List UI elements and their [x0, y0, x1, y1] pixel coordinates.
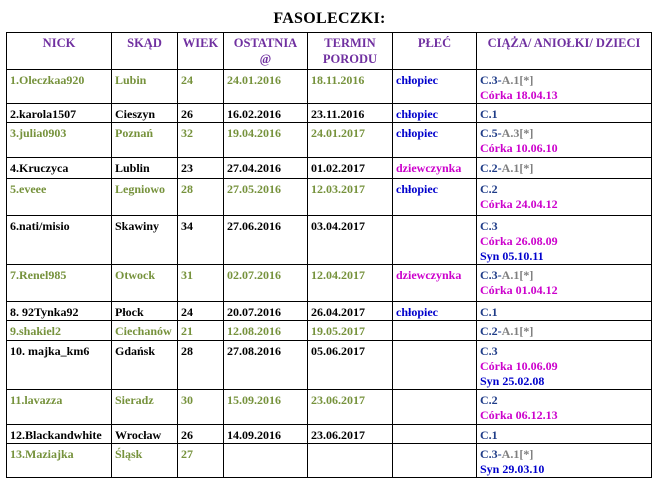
cell-ciaza	[477, 341, 652, 390]
ciaza-line	[480, 126, 648, 141]
cell-plec	[393, 321, 477, 341]
cell-nick: 7.Renel985	[7, 265, 112, 302]
child-son: Syn 05.10.11	[480, 249, 544, 263]
cell-wiek: 34	[178, 216, 224, 265]
cell-ostatnia: 27.04.2016	[224, 158, 308, 179]
cell-ciaza	[477, 104, 652, 123]
cell-wiek: 23	[178, 158, 224, 179]
cell-sklad: Lubin	[112, 70, 178, 104]
table-row	[7, 444, 652, 478]
cell-plec: chłopiec	[393, 123, 477, 158]
aniolki-count: A.1[*]	[501, 268, 534, 282]
ciaza-count: C.2	[480, 182, 498, 196]
ciaza-line	[480, 305, 648, 320]
cell-wiek: 32	[178, 123, 224, 158]
members-table	[6, 32, 652, 478]
cell-plec	[393, 444, 477, 478]
cell-ostatnia: 19.04.2016	[224, 123, 308, 158]
cell-plec: chłopiec	[393, 302, 477, 321]
child-daughter: Córka 10.06.10	[480, 141, 558, 155]
table-row	[7, 390, 652, 425]
child-daughter: Córka 06.12.13	[480, 408, 558, 422]
cell-ciaza	[477, 123, 652, 158]
table-row	[7, 158, 652, 179]
aniolki-count: A.1[*]	[501, 161, 534, 175]
cell-wiek: 30	[178, 390, 224, 425]
ciaza-line	[480, 393, 648, 408]
cell-nick: 4.Kruczyca	[7, 158, 112, 179]
ciaza-line	[480, 107, 648, 122]
table-row	[7, 321, 652, 341]
ciaza-line	[480, 344, 648, 359]
cell-ciaza	[477, 70, 652, 104]
header-termin: TERMIN PORODU	[308, 33, 393, 70]
cell-termin: 12.03.2017	[308, 179, 393, 216]
cell-sklad: Gdańsk	[112, 341, 178, 390]
cell-sklad: Wrocław	[112, 425, 178, 444]
ciaza-count: C.2	[480, 393, 498, 407]
aniolki-count: A.1[*]	[501, 73, 534, 87]
ciaza-count: C.1	[480, 107, 498, 121]
cell-sklad: Śląsk	[112, 444, 178, 478]
cell-termin: 23.06.2017	[308, 425, 393, 444]
ciaza-line	[480, 182, 648, 197]
cell-ciaza	[477, 302, 652, 321]
cell-sklad: Skawiny	[112, 216, 178, 265]
header-wiek: WIEK	[178, 33, 224, 70]
ciaza-count: C.3-	[480, 73, 502, 87]
cell-sklad: Płock	[112, 302, 178, 321]
cell-plec	[393, 341, 477, 390]
cell-ciaza	[477, 158, 652, 179]
cell-ciaza	[477, 179, 652, 216]
cell-sklad: Cieszyn	[112, 104, 178, 123]
cell-wiek: 28	[178, 341, 224, 390]
child-son: Syn 29.03.10	[480, 462, 545, 476]
cell-ostatnia: 24.01.2016	[224, 70, 308, 104]
ciaza-count: C.3	[480, 344, 498, 358]
cell-ostatnia: 12.08.2016	[224, 321, 308, 341]
cell-ostatnia: 27.06.2016	[224, 216, 308, 265]
cell-nick: 6.nati/misio	[7, 216, 112, 265]
cell-termin: 03.04.2017	[308, 216, 393, 265]
ciaza-count: C.1	[480, 305, 498, 319]
header-ostatnia: OSTATNIA @	[224, 33, 308, 70]
child-daughter: Córka 24.04.12	[480, 197, 558, 211]
cell-ciaza	[477, 265, 652, 302]
table-row	[7, 179, 652, 216]
cell-nick: 3.julia0903	[7, 123, 112, 158]
cell-sklad: Poznań	[112, 123, 178, 158]
table-row	[7, 265, 652, 302]
cell-wiek: 24	[178, 70, 224, 104]
cell-termin: 01.02.2017	[308, 158, 393, 179]
cell-plec: dziewczynka	[393, 265, 477, 302]
cell-nick: 5.eveee	[7, 179, 112, 216]
cell-wiek: 24	[178, 302, 224, 321]
cell-wiek: 27	[178, 444, 224, 478]
cell-ciaza	[477, 216, 652, 265]
cell-wiek: 21	[178, 321, 224, 341]
cell-termin	[308, 444, 393, 478]
cell-termin: 23.06.2017	[308, 390, 393, 425]
cell-nick: 9.shakiel2	[7, 321, 112, 341]
ciaza-line	[480, 447, 648, 462]
cell-plec: chłopiec	[393, 70, 477, 104]
ciaza-count: C.3-	[480, 447, 502, 461]
cell-ostatnia: 14.09.2016	[224, 425, 308, 444]
cell-ostatnia: 27.08.2016	[224, 341, 308, 390]
ciaza-count: C.5-	[480, 126, 502, 140]
cell-ostatnia	[224, 444, 308, 478]
table-row	[7, 70, 652, 104]
header-plec: PŁEĆ	[393, 33, 477, 70]
cell-plec	[393, 425, 477, 444]
cell-wiek: 28	[178, 179, 224, 216]
child-son: Syn 25.02.08	[480, 374, 545, 388]
ciaza-count: C.3	[480, 219, 498, 233]
cell-plec: dziewczynka	[393, 158, 477, 179]
ciaza-line	[480, 268, 648, 283]
table-row	[7, 104, 652, 123]
ciaza-count: C.3-	[480, 268, 502, 282]
cell-termin: 19.05.2017	[308, 321, 393, 341]
header-row	[7, 33, 652, 70]
cell-plec	[393, 390, 477, 425]
cell-plec: chłopiec	[393, 104, 477, 123]
cell-wiek: 26	[178, 104, 224, 123]
cell-nick: 1.Oleczkaa920	[7, 70, 112, 104]
cell-nick: 12.Blackandwhite	[7, 425, 112, 444]
aniolki-count: A.3[*]	[501, 126, 534, 140]
child-daughter: Córka 26.08.09	[480, 234, 558, 248]
cell-termin: 18.11.2016	[308, 70, 393, 104]
child-daughter: Córka 18.04.13	[480, 88, 558, 102]
aniolki-count: A.1[*]	[501, 447, 534, 461]
ciaza-count: C.1	[480, 428, 498, 442]
ciaza-line	[480, 219, 648, 234]
cell-ostatnia: 02.07.2016	[224, 265, 308, 302]
aniolki-count: A.1[*]	[501, 324, 534, 338]
cell-termin: 23.11.2016	[308, 104, 393, 123]
cell-plec: chłopiec	[393, 179, 477, 216]
cell-ciaza	[477, 321, 652, 341]
cell-ostatnia: 27.05.2016	[224, 179, 308, 216]
cell-termin: 05.06.2017	[308, 341, 393, 390]
cell-nick: 2.karola1507	[7, 104, 112, 123]
table-row	[7, 123, 652, 158]
cell-ostatnia: 16.02.2016	[224, 104, 308, 123]
cell-nick: 8. 92Tynka92	[7, 302, 112, 321]
page-title: FASOLECZKI:	[273, 10, 386, 27]
cell-ciaza	[477, 390, 652, 425]
table-row	[7, 341, 652, 390]
cell-termin: 26.04.2017	[308, 302, 393, 321]
cell-termin: 24.01.2017	[308, 123, 393, 158]
cell-sklad: Lublin	[112, 158, 178, 179]
header-nick: NICK	[7, 33, 112, 70]
table-row	[7, 216, 652, 265]
cell-sklad: Legniowo	[112, 179, 178, 216]
header-sklad: SKĄD	[112, 33, 178, 70]
header-ciaza: CIĄŻA/ ANIOŁKI/ DZIECI	[477, 33, 652, 70]
ciaza-count: C.2-	[480, 324, 502, 338]
cell-ciaza	[477, 444, 652, 478]
table-row	[7, 425, 652, 444]
ciaza-count: C.2-	[480, 161, 502, 175]
cell-termin: 12.04.2017	[308, 265, 393, 302]
cell-ciaza	[477, 425, 652, 444]
child-daughter: Córka 10.06.09	[480, 359, 558, 373]
table-row	[7, 302, 652, 321]
child-daughter: Córka 01.04.12	[480, 283, 558, 297]
cell-nick: 11.lavazza	[7, 390, 112, 425]
cell-nick: 10. majka_km6	[7, 341, 112, 390]
ciaza-line	[480, 161, 648, 176]
ciaza-line	[480, 73, 648, 88]
cell-sklad: Ciechanów	[112, 321, 178, 341]
cell-wiek: 31	[178, 265, 224, 302]
cell-ostatnia: 15.09.2016	[224, 390, 308, 425]
cell-ostatnia: 20.07.2016	[224, 302, 308, 321]
cell-wiek: 26	[178, 425, 224, 444]
cell-plec	[393, 216, 477, 265]
cell-nick: 13.Maziajka	[7, 444, 112, 478]
cell-sklad: Sieradz	[112, 390, 178, 425]
cell-sklad: Otwock	[112, 265, 178, 302]
ciaza-line	[480, 324, 648, 339]
ciaza-line	[480, 428, 648, 443]
